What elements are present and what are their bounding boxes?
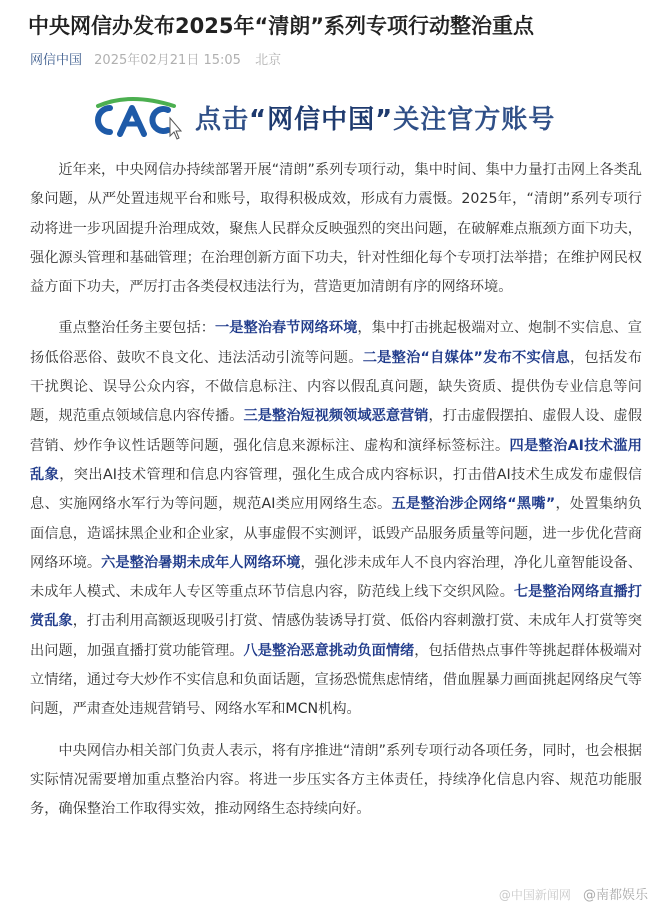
banner-text <box>195 100 555 140</box>
task-5-text: ，处置集纳负面信息，造谣抹黑企业和企业家，从事虚假不实测评，诋毁产品服务质量等问题，进一步优化营商网络环境。 <box>30 496 642 571</box>
task-1-text: ，集中打击挑起极端对立、炮制不实信息、宣扬低俗恶俗、鼓吹不良文化、违法活动引流等问题。 <box>30 320 642 366</box>
task-7-heading: 七是整治网络直播打赏乱象 <box>30 584 642 630</box>
watermark-left: @中国新闻网 <box>498 888 571 902</box>
source-link[interactable]: 网信中国 <box>30 53 83 68</box>
task-5-heading: 五是整治涉企网络“黑嘴” <box>391 496 556 513</box>
task-8-heading: 八是整治恶意挑动负面情绪 <box>243 642 415 659</box>
publish-date: 2025年02月21日 15:05 <box>94 53 241 68</box>
task-4-heading: 四是整治AI技术滥用乱象 <box>30 437 642 483</box>
paragraph-tasks <box>30 314 642 724</box>
article-meta <box>30 52 281 70</box>
task-2-text: ，包括发布干扰舆论、误导公众内容，不做信息标注、内容以假乱真问题，缺失资质、提供伪专业信息等问题，规范重点领域信息内容传播。 <box>30 349 642 425</box>
publish-location: 北京 <box>255 53 282 68</box>
task-6-heading: 六是整治暑期未成年人网络环境 <box>101 554 301 571</box>
task-3-text: ，打击虚假摆拍、虚假人设、虚假营销、炒作争议性话题等问题，强化信息来源标注、虚构和演绎标签标注。 <box>30 408 642 454</box>
watermark-right: @南都娱乐 <box>582 888 648 903</box>
task-2-heading: 二是整治“自媒体”发布不实信息 <box>362 349 570 366</box>
banner-suffix: 关注官方账号 <box>393 105 556 135</box>
paragraph-intro: 近年来，中央网信办持续部署开展“清朗”系列专项行动，集中时间、集中力量打击网上各类乱象问题，从严处置违规平台和账号，取得积极成效，形成有力震慑。2025年，“清朗”系列专项行动将进一步巩固提升治理成效，聚焦人民群众反映强烈的突出问题，在破解难点瓶颈方面下功夫，强化源头管理和基础管理；在治理创新方面下功夫，针对性细化每个专项打法举措；在维护网民权益方面下功夫，严厉打击各类侵权违法行为，营造更加清朗有序的网络环境。 <box>30 162 642 296</box>
task-8-text: ，包括借热点事件等挑起群体极端对立情绪，通过夸大炒作不实信息和负面话题，宣扬恐慌焦虑情绪，借血腥暴力画面挑起网络戾气等问题，严肃查处违规营销号、网络水军和MCN机构。 <box>30 642 642 718</box>
follow-banner[interactable] <box>90 92 590 152</box>
task-4-text: ，突出AI技术管理和信息内容管理，强化生成合成内容标识，打击借AI技术生成发布虚假信息、实施网络水军行为等问题，规范AI类应用网络生态。 <box>30 466 642 513</box>
paragraph-closing: 中央网信办相关部门负责人表示，将有序推进“清朗”系列专项行动各项任务，同时，也会根据实际情况需要增加重点整治内容。将进一步压实各方主体责任，持续净化信息内容、规范功能服务，确保整治工作取得实效，推动网络生态持续向好。 <box>30 742 642 818</box>
tasks-intro: 重点整治任务主要包括： <box>58 320 215 337</box>
banner-account: “网信中国” <box>249 105 394 135</box>
task-1-heading: 一是整治春节网络环境 <box>214 320 358 337</box>
task-3-heading: 三是整治短视频领域恶意营销 <box>243 408 429 425</box>
task-7-text: ，打击利用高额返现吸引打赏、情感伪装诱导打赏、低俗内容刺激打赏、未成年人打赏等突出问题，加强直播打赏功能管理。 <box>30 613 642 659</box>
task-6-text: ，强化涉未成年人不良内容治理，净化儿童智能设备、未成年人模式、未成年人专区等重点环节信息内容，防范线上线下交织风险。 <box>30 554 642 601</box>
article-body <box>30 156 642 837</box>
banner-prefix: 点击 <box>195 105 250 135</box>
watermark <box>499 884 648 903</box>
cac-logo <box>90 96 182 144</box>
article-title: 中央网信办发布2025年“清朗”系列专项行动整治重点 <box>28 14 535 38</box>
